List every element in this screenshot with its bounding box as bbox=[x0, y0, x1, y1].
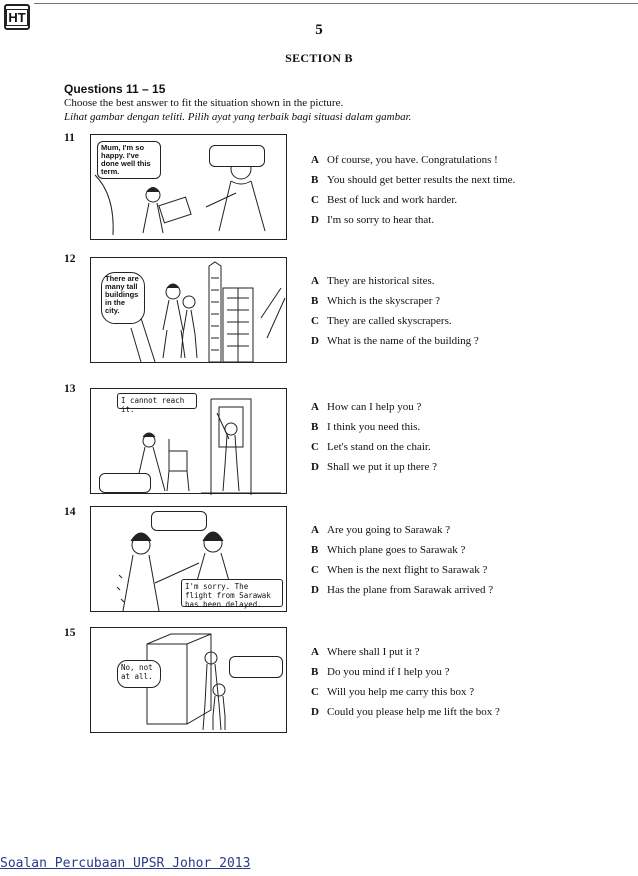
picture-q11 bbox=[90, 134, 287, 240]
option-b[interactable]: B Do you mind if I help you ? bbox=[311, 666, 450, 678]
instruction-malay: Lihat gambar dengan teliti. Pilih ayat yang terbaik bagi situasi dalam gambar. bbox=[64, 111, 412, 123]
question-number: 13 bbox=[64, 383, 76, 395]
option-c[interactable]: C Let's stand on the chair. bbox=[311, 441, 431, 453]
speech-bubble-empty bbox=[99, 473, 151, 493]
option-a[interactable]: A Of course, you have. Congratulations ! bbox=[311, 154, 498, 166]
option-b[interactable]: B You should get better results the next time. bbox=[311, 174, 516, 186]
option-b[interactable]: B Which is the skyscraper ? bbox=[311, 295, 441, 307]
speech-bubble-empty bbox=[229, 656, 283, 678]
question-number: 14 bbox=[64, 506, 76, 518]
option-a[interactable]: A Are you going to Sarawak ? bbox=[311, 524, 451, 536]
options-q15 bbox=[311, 646, 500, 726]
options-q12 bbox=[311, 275, 479, 355]
instruction-english: Choose the best answer to fit the situation shown in the picture. bbox=[64, 97, 344, 109]
picture-q14 bbox=[90, 506, 287, 612]
speech-bubble-staff: I'm sorry. The flight from Sarawak has been delayed. bbox=[181, 579, 283, 607]
option-d[interactable]: D What is the name of the building ? bbox=[311, 335, 479, 347]
option-d[interactable]: D Could you please help me lift the box ? bbox=[311, 706, 500, 718]
picture-q12 bbox=[90, 257, 287, 363]
option-a[interactable]: A They are historical sites. bbox=[311, 275, 435, 287]
option-d[interactable]: D Has the plane from Sarawak arrived ? bbox=[311, 584, 494, 596]
speech-bubble-child: There are many tall buildings in the city. bbox=[101, 272, 145, 324]
footer-caption: Soalan Percubaan UPSR Johor 2013 bbox=[0, 856, 251, 871]
speech-bubble-empty bbox=[151, 511, 207, 531]
options-q14 bbox=[311, 524, 493, 604]
option-c[interactable]: C They are called skyscrapers. bbox=[311, 315, 452, 327]
option-b[interactable]: B I think you need this. bbox=[311, 421, 421, 433]
option-a[interactable]: A Where shall I put it ? bbox=[311, 646, 420, 658]
option-b[interactable]: B Which plane goes to Sarawak ? bbox=[311, 544, 466, 556]
questions-heading: Questions 11 – 15 bbox=[64, 82, 166, 96]
options-q11 bbox=[311, 154, 515, 234]
question-number: 15 bbox=[64, 627, 76, 639]
option-c[interactable]: C When is the next flight to Sarawak ? bbox=[311, 564, 488, 576]
question-number: 12 bbox=[64, 253, 76, 265]
top-rule bbox=[34, 3, 638, 4]
question-number: 11 bbox=[64, 132, 75, 144]
picture-q15 bbox=[90, 627, 287, 733]
option-d[interactable]: D I'm so sorry to hear that. bbox=[311, 214, 435, 226]
section-title: SECTION B bbox=[285, 51, 353, 65]
speech-bubble-man: No, not at all. bbox=[117, 660, 161, 688]
option-c[interactable]: C Best of luck and work harder. bbox=[311, 194, 458, 206]
option-c[interactable]: C Will you help me carry this box ? bbox=[311, 686, 475, 698]
publisher-logo: HT bbox=[4, 4, 30, 30]
option-a[interactable]: A How can I help you ? bbox=[311, 401, 422, 413]
option-d[interactable]: D Shall we put it up there ? bbox=[311, 461, 437, 473]
speech-bubble-child: I cannot reach it. bbox=[117, 393, 197, 409]
speech-bubble-child: Mum, I'm so happy. I've done well this term. bbox=[97, 141, 161, 179]
speech-bubble-empty bbox=[209, 145, 265, 167]
page-number: 5 bbox=[315, 22, 323, 38]
options-q13 bbox=[311, 401, 437, 481]
picture-q13 bbox=[90, 388, 287, 494]
